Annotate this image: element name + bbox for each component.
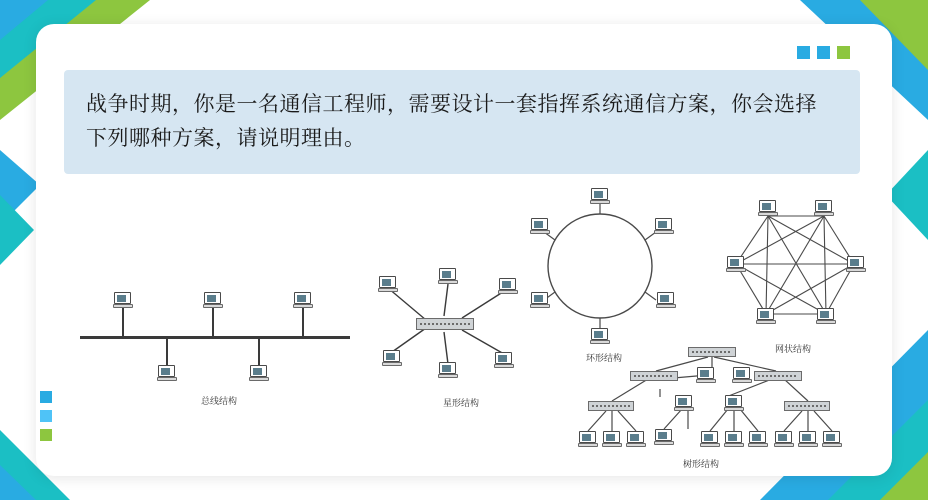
bus-stub — [122, 308, 124, 336]
diagram-caption-bus: 总线结构 — [200, 396, 237, 406]
pc-icon — [724, 431, 744, 447]
pc-icon — [382, 350, 402, 366]
pc-icon — [724, 395, 744, 411]
slide-card — [36, 24, 892, 476]
tree-hub — [784, 401, 830, 411]
tree-hub — [630, 371, 678, 381]
diagram-caption-ring: 环形结构 — [585, 353, 622, 363]
pc-icon — [726, 256, 746, 272]
topology-diagrams — [36, 184, 892, 474]
pc-icon — [798, 431, 818, 447]
pc-icon — [748, 431, 768, 447]
pc-icon — [626, 431, 646, 447]
pc-icon — [732, 367, 752, 383]
pc-icon — [846, 256, 866, 272]
pc-icon — [378, 276, 398, 292]
star-hub — [416, 318, 474, 330]
pc-icon — [774, 431, 794, 447]
bus-stub — [258, 339, 260, 365]
pc-icon — [654, 218, 674, 234]
tree-hub — [588, 401, 634, 411]
pc-icon — [696, 367, 716, 383]
diagram-tree-topology — [536, 339, 866, 474]
tree-hub — [754, 371, 802, 381]
bus-backbone-line — [80, 336, 350, 339]
decoration-dots-top-right — [797, 46, 850, 59]
dot-green — [837, 46, 850, 59]
dot-blue-1 — [797, 46, 810, 59]
pc-icon — [113, 292, 133, 308]
pc-icon — [602, 431, 622, 447]
bus-stub — [212, 308, 214, 336]
pc-icon — [438, 268, 458, 284]
decoration-dots-bottom-left — [40, 391, 52, 448]
pc-icon — [203, 292, 223, 308]
pc-icon — [654, 429, 674, 445]
dot-blue — [40, 391, 52, 403]
pc-icon — [814, 200, 834, 216]
pc-icon — [530, 292, 550, 308]
pc-icon — [674, 395, 694, 411]
bus-stub — [166, 339, 168, 365]
pc-icon — [293, 292, 313, 308]
pc-icon — [822, 431, 842, 447]
pc-icon — [590, 188, 610, 204]
pc-icon — [530, 218, 550, 234]
pc-icon — [756, 308, 776, 324]
pc-icon — [249, 365, 269, 381]
tree-root-hub — [688, 347, 736, 357]
pc-icon — [656, 292, 676, 308]
dot-light-blue — [40, 410, 52, 422]
dot-green — [40, 429, 52, 441]
pc-icon — [157, 365, 177, 381]
dot-blue-2 — [817, 46, 830, 59]
diagram-caption-mesh: 网状结构 — [774, 344, 811, 354]
pc-icon — [438, 362, 458, 378]
pc-icon — [758, 200, 778, 216]
pc-icon — [700, 431, 720, 447]
bus-stub — [302, 308, 304, 336]
question-text: 战争时期，你是一名通信工程师，需要设计一套指挥系统通信方案，你会选择下列哪种方案，请说明理由。 — [64, 70, 860, 174]
diagram-bus-topology — [74, 262, 364, 407]
diagram-caption-tree: 树形结构 — [682, 459, 719, 469]
pc-icon — [816, 308, 836, 324]
pc-icon — [494, 352, 514, 368]
diagram-caption-star: 星形结构 — [442, 398, 479, 408]
pc-icon — [578, 431, 598, 447]
